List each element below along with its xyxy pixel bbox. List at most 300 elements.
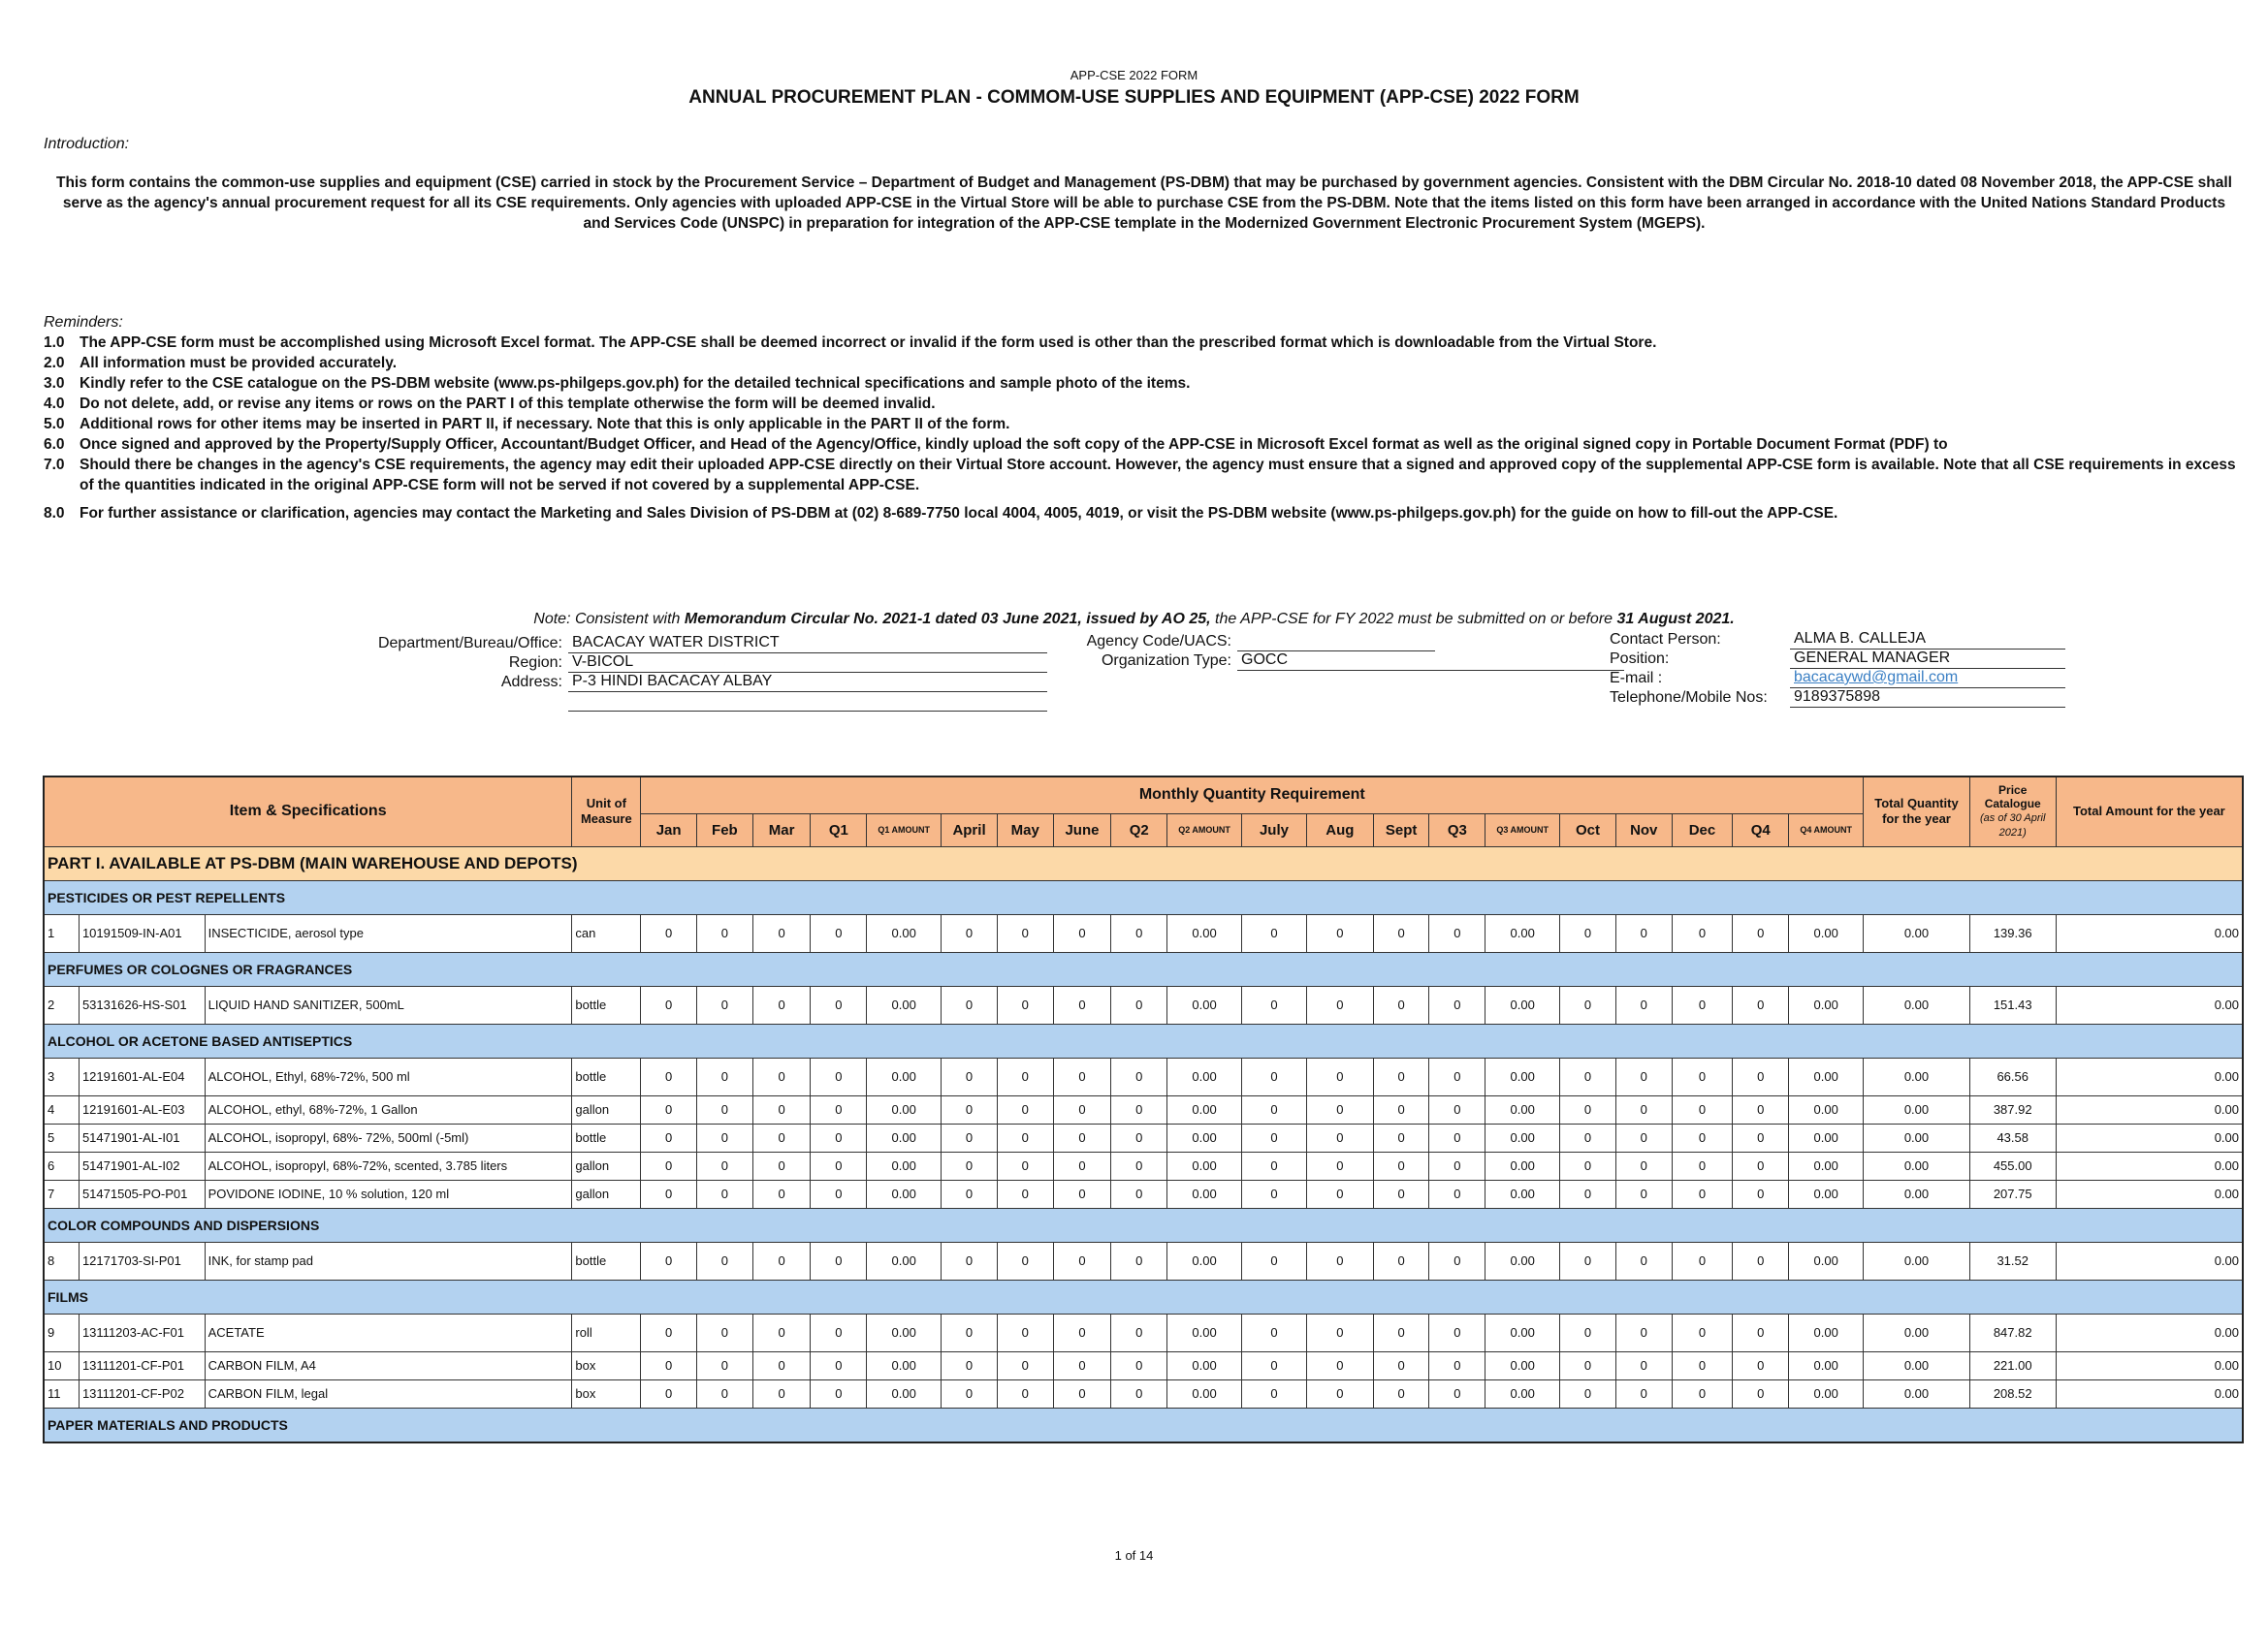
quantity-cell[interactable]: 0 bbox=[1672, 1379, 1733, 1408]
quantity-cell[interactable]: 0 bbox=[1111, 986, 1167, 1024]
quantity-cell[interactable]: 0 bbox=[811, 1180, 867, 1208]
quantity-cell[interactable]: 0 bbox=[942, 986, 998, 1024]
quarter-amount-cell[interactable]: 0.00 bbox=[867, 1124, 942, 1152]
quantity-cell[interactable]: 0 bbox=[1560, 986, 1616, 1024]
quantity-cell[interactable]: 0 bbox=[1373, 1242, 1429, 1280]
total-amount-cell: 0.00 bbox=[2056, 1242, 2243, 1280]
item-description: CARBON FILM, legal bbox=[205, 1379, 572, 1408]
quantity-cell[interactable]: 0 bbox=[997, 1058, 1053, 1095]
quarter-amount-cell[interactable]: 0.00 bbox=[1167, 1314, 1242, 1351]
item-code: 53131626-HS-S01 bbox=[79, 986, 205, 1024]
quantity-cell[interactable]: 0 bbox=[1733, 1152, 1789, 1180]
header-month: Q1 AMOUNT bbox=[867, 813, 942, 846]
phone-label: Telephone/Mobile Nos: bbox=[1610, 689, 1768, 706]
quantity-cell[interactable]: 0 bbox=[942, 1058, 998, 1095]
quantity-cell[interactable]: 0 bbox=[1306, 1379, 1373, 1408]
quantity-cell[interactable]: 0 bbox=[997, 986, 1053, 1024]
quarter-amount-cell[interactable]: 0.00 bbox=[1167, 1242, 1242, 1280]
email-label: E-mail : bbox=[1610, 670, 1663, 686]
quarter-amount-cell[interactable]: 0.00 bbox=[1167, 1058, 1242, 1095]
quantity-cell[interactable]: 0 bbox=[1306, 1124, 1373, 1152]
quantity-cell[interactable]: 0 bbox=[1733, 1379, 1789, 1408]
price-cell: 847.82 bbox=[1969, 1314, 2056, 1351]
quantity-cell[interactable]: 0 bbox=[1560, 1314, 1616, 1351]
quantity-cell[interactable]: 0 bbox=[1373, 1379, 1429, 1408]
item-description: ALCOHOL, isopropyl, 68%- 72%, 500ml (-5ml) bbox=[205, 1124, 572, 1152]
quantity-cell[interactable]: 0 bbox=[1111, 1058, 1167, 1095]
quantity-cell[interactable]: 0 bbox=[1429, 1351, 1485, 1379]
total-amount-cell: 0.00 bbox=[2056, 1152, 2243, 1180]
quantity-cell[interactable]: 0 bbox=[1672, 1124, 1733, 1152]
item-unit: bottle bbox=[572, 1124, 641, 1152]
header-month: Feb bbox=[697, 813, 753, 846]
quantity-cell[interactable]: 0 bbox=[1306, 1180, 1373, 1208]
quantity-cell[interactable]: 0 bbox=[1429, 1095, 1485, 1124]
header-month: Q3 AMOUNT bbox=[1485, 813, 1560, 846]
quarter-amount-cell[interactable]: 0.00 bbox=[1485, 914, 1560, 952]
procurement-table bbox=[43, 776, 2244, 1443]
quantity-cell[interactable]: 0 bbox=[1429, 1379, 1485, 1408]
quantity-cell[interactable]: 0 bbox=[1306, 1095, 1373, 1124]
quantity-cell[interactable]: 0 bbox=[1242, 1180, 1307, 1208]
quarter-amount-cell[interactable]: 0.00 bbox=[1167, 1180, 1242, 1208]
quantity-cell[interactable]: 0 bbox=[1053, 1314, 1111, 1351]
address-field[interactable]: P-3 HINDI BACACAY ALBAY bbox=[568, 672, 1047, 692]
header-month: Nov bbox=[1615, 813, 1672, 846]
quantity-cell[interactable]: 0 bbox=[1242, 1379, 1307, 1408]
org-type-label: Organization Type: bbox=[1101, 652, 1231, 669]
item-code: 12171703-SI-P01 bbox=[79, 1242, 205, 1280]
quarter-amount-cell[interactable]: 0.00 bbox=[1485, 1351, 1560, 1379]
quantity-cell[interactable]: 0 bbox=[641, 1152, 697, 1180]
quantity-cell[interactable]: 0 bbox=[752, 1152, 811, 1180]
quarter-amount-cell[interactable]: 0.00 bbox=[1789, 1124, 1864, 1152]
item-unit: gallon bbox=[572, 1095, 641, 1124]
quantity-cell[interactable]: 0 bbox=[1242, 986, 1307, 1024]
quantity-cell[interactable]: 0 bbox=[1560, 914, 1616, 952]
quantity-cell[interactable]: 0 bbox=[1733, 1095, 1789, 1124]
quarter-amount-cell[interactable]: 0.00 bbox=[1485, 1180, 1560, 1208]
reminder-text: Should there be changes in the agency's CSE requirements, the agency may edit their uploaded APP-CSE directly on their Virtual Store account. However, the agency must ensure that a signed and approved copy of the supplemental APP-CSE form is available. Note that all CSE requirements in excess of the quantities indicated in the original APP-CSE form will not be served if not covered by a supplemental APP-CSE. bbox=[80, 457, 2236, 493]
quantity-cell[interactable]: 0 bbox=[1733, 986, 1789, 1024]
quantity-cell[interactable]: 0 bbox=[1111, 914, 1167, 952]
contact-field[interactable]: ALMA B. CALLEJA bbox=[1790, 629, 2065, 650]
quantity-cell[interactable]: 0 bbox=[811, 1095, 867, 1124]
quantity-cell[interactable]: 0 bbox=[1242, 1242, 1307, 1280]
quantity-cell[interactable]: 0 bbox=[1429, 1314, 1485, 1351]
quarter-amount-cell[interactable]: 0.00 bbox=[1167, 1379, 1242, 1408]
quantity-cell[interactable]: 0 bbox=[942, 1095, 998, 1124]
quantity-cell[interactable]: 0 bbox=[1429, 1180, 1485, 1208]
quantity-cell[interactable]: 0 bbox=[1242, 1058, 1307, 1095]
quantity-cell[interactable]: 0 bbox=[997, 1242, 1053, 1280]
quantity-cell[interactable]: 0 bbox=[752, 1314, 811, 1351]
total-quantity-cell: 0.00 bbox=[1864, 1242, 1969, 1280]
email-link[interactable]: bacacaywd@gmail.com bbox=[1790, 668, 2065, 688]
item-description: LIQUID HAND SANITIZER, 500mL bbox=[205, 986, 572, 1024]
header-item-specs: Item & Specifications bbox=[44, 776, 572, 846]
quantity-cell[interactable]: 0 bbox=[1306, 1351, 1373, 1379]
table-row bbox=[44, 1379, 2243, 1408]
reminder-text: All information must be provided accurately. bbox=[80, 355, 397, 371]
quantity-cell[interactable]: 0 bbox=[1672, 1314, 1733, 1351]
quantity-cell[interactable]: 0 bbox=[811, 1351, 867, 1379]
quantity-cell[interactable]: 0 bbox=[1242, 1152, 1307, 1180]
quantity-cell[interactable]: 0 bbox=[1429, 986, 1485, 1024]
quantity-cell[interactable]: 0 bbox=[942, 914, 998, 952]
quantity-cell[interactable]: 0 bbox=[997, 1180, 1053, 1208]
quantity-cell[interactable]: 0 bbox=[697, 1124, 753, 1152]
quantity-cell[interactable]: 0 bbox=[1672, 1180, 1733, 1208]
quantity-cell[interactable]: 0 bbox=[1615, 1242, 1672, 1280]
quantity-cell[interactable]: 0 bbox=[811, 1314, 867, 1351]
quantity-cell[interactable]: 0 bbox=[1429, 1124, 1485, 1152]
quantity-cell[interactable]: 0 bbox=[1560, 1058, 1616, 1095]
quantity-cell[interactable]: 0 bbox=[1053, 1152, 1111, 1180]
quantity-cell[interactable]: 0 bbox=[1373, 1124, 1429, 1152]
quantity-cell[interactable]: 0 bbox=[1560, 1242, 1616, 1280]
quantity-cell[interactable]: 0 bbox=[942, 1314, 998, 1351]
item-description: INSECTICIDE, aerosol type bbox=[205, 914, 572, 952]
quarter-amount-cell[interactable]: 0.00 bbox=[1485, 1152, 1560, 1180]
quantity-cell[interactable]: 0 bbox=[697, 914, 753, 952]
quarter-amount-cell[interactable]: 0.00 bbox=[867, 1314, 942, 1351]
dept-label: Department/Bureau/Office: bbox=[377, 635, 562, 651]
quantity-cell[interactable]: 0 bbox=[1560, 1351, 1616, 1379]
quantity-cell[interactable]: 0 bbox=[1672, 986, 1733, 1024]
quantity-cell[interactable]: 0 bbox=[1373, 1180, 1429, 1208]
quantity-cell[interactable]: 0 bbox=[1733, 914, 1789, 952]
quantity-cell[interactable]: 0 bbox=[1053, 1058, 1111, 1095]
quantity-cell[interactable]: 0 bbox=[811, 1152, 867, 1180]
quarter-amount-cell[interactable]: 0.00 bbox=[867, 1095, 942, 1124]
quantity-cell[interactable]: 0 bbox=[811, 1058, 867, 1095]
quantity-cell[interactable]: 0 bbox=[811, 1379, 867, 1408]
quantity-cell[interactable]: 0 bbox=[641, 986, 697, 1024]
dept-field[interactable]: BACACAY WATER DISTRICT bbox=[568, 633, 1047, 653]
quantity-cell[interactable]: 0 bbox=[1111, 1095, 1167, 1124]
quantity-cell[interactable]: 0 bbox=[997, 1351, 1053, 1379]
total-amount-cell: 0.00 bbox=[2056, 986, 2243, 1024]
quantity-cell[interactable]: 0 bbox=[997, 1314, 1053, 1351]
quantity-cell[interactable]: 0 bbox=[752, 1351, 811, 1379]
quantity-cell[interactable]: 0 bbox=[641, 1242, 697, 1280]
quantity-cell[interactable]: 0 bbox=[997, 1152, 1053, 1180]
quarter-amount-cell[interactable]: 0.00 bbox=[867, 1058, 942, 1095]
region-label: Region: bbox=[508, 654, 562, 671]
quarter-amount-cell[interactable]: 0.00 bbox=[1789, 1314, 1864, 1351]
quarter-amount-cell[interactable]: 0.00 bbox=[1167, 1095, 1242, 1124]
quantity-cell[interactable]: 0 bbox=[752, 1180, 811, 1208]
quantity-cell[interactable]: 0 bbox=[1615, 1351, 1672, 1379]
quarter-amount-cell[interactable]: 0.00 bbox=[867, 1351, 942, 1379]
quantity-cell[interactable]: 0 bbox=[1111, 1314, 1167, 1351]
quantity-cell[interactable]: 0 bbox=[1615, 1152, 1672, 1180]
quantity-cell[interactable]: 0 bbox=[697, 1379, 753, 1408]
quantity-cell[interactable]: 0 bbox=[1560, 1379, 1616, 1408]
header-month: July bbox=[1242, 813, 1307, 846]
quantity-cell[interactable]: 0 bbox=[1733, 1124, 1789, 1152]
quarter-amount-cell[interactable]: 0.00 bbox=[1789, 986, 1864, 1024]
quantity-cell[interactable]: 0 bbox=[811, 914, 867, 952]
quantity-cell[interactable]: 0 bbox=[1615, 1379, 1672, 1408]
quantity-cell[interactable]: 0 bbox=[1615, 1180, 1672, 1208]
reminder-item bbox=[44, 503, 2245, 523]
category-row bbox=[44, 880, 2243, 914]
quarter-amount-cell[interactable]: 0.00 bbox=[867, 986, 942, 1024]
quantity-cell[interactable]: 0 bbox=[1306, 1152, 1373, 1180]
quarter-amount-cell[interactable]: 0.00 bbox=[1485, 1379, 1560, 1408]
quantity-cell[interactable]: 0 bbox=[697, 986, 753, 1024]
total-quantity-cell: 0.00 bbox=[1864, 1058, 1969, 1095]
quantity-cell[interactable]: 0 bbox=[942, 1180, 998, 1208]
quantity-cell[interactable]: 0 bbox=[1053, 1351, 1111, 1379]
reminder-item bbox=[44, 434, 2245, 455]
quantity-cell[interactable]: 0 bbox=[1242, 1351, 1307, 1379]
quantity-cell[interactable]: 0 bbox=[697, 1351, 753, 1379]
quarter-amount-cell[interactable]: 0.00 bbox=[1789, 1058, 1864, 1095]
quantity-cell[interactable]: 0 bbox=[997, 1095, 1053, 1124]
quantity-cell[interactable]: 0 bbox=[697, 1242, 753, 1280]
quantity-cell[interactable]: 0 bbox=[1615, 1058, 1672, 1095]
region-field[interactable]: V-BICOL bbox=[568, 652, 1047, 673]
quantity-cell[interactable]: 0 bbox=[641, 1379, 697, 1408]
page-title: ANNUAL PROCUREMENT PLAN - COMMOM-USE SUPPLIES AND EQUIPMENT (APP-CSE) 2022 FORM bbox=[688, 87, 1580, 108]
quarter-amount-cell[interactable]: 0.00 bbox=[867, 1379, 942, 1408]
quantity-cell[interactable]: 0 bbox=[1429, 1058, 1485, 1095]
quantity-cell[interactable]: 0 bbox=[1615, 986, 1672, 1024]
quantity-cell[interactable]: 0 bbox=[1053, 1180, 1111, 1208]
total-amount-cell: 0.00 bbox=[2056, 1058, 2243, 1095]
quantity-cell[interactable]: 0 bbox=[1373, 1314, 1429, 1351]
reminder-text: Do not delete, add, or revise any items or rows on the PART I of this template otherwise the form will be deemed invalid. bbox=[80, 396, 936, 412]
note-deadline: 31 August 2021. bbox=[1616, 611, 1735, 627]
quarter-amount-cell[interactable]: 0.00 bbox=[1789, 1351, 1864, 1379]
quantity-cell[interactable]: 0 bbox=[752, 1095, 811, 1124]
quantity-cell[interactable]: 0 bbox=[641, 1314, 697, 1351]
quantity-cell[interactable]: 0 bbox=[1672, 1058, 1733, 1095]
quantity-cell[interactable]: 0 bbox=[752, 1379, 811, 1408]
table-row bbox=[44, 1180, 2243, 1208]
quantity-cell[interactable]: 0 bbox=[1672, 1152, 1733, 1180]
item-code: 12191601-AL-E03 bbox=[79, 1095, 205, 1124]
header-month: Q4 AMOUNT bbox=[1789, 813, 1864, 846]
quantity-cell[interactable]: 0 bbox=[1373, 1095, 1429, 1124]
quantity-cell[interactable]: 0 bbox=[942, 1242, 998, 1280]
phone-field[interactable]: 9189375898 bbox=[1790, 687, 2065, 708]
quantity-cell[interactable]: 0 bbox=[1373, 986, 1429, 1024]
quantity-cell[interactable]: 0 bbox=[641, 1095, 697, 1124]
quantity-cell[interactable]: 0 bbox=[1053, 986, 1111, 1024]
quantity-cell[interactable]: 0 bbox=[641, 1351, 697, 1379]
quantity-cell[interactable]: 0 bbox=[811, 986, 867, 1024]
reminder-item bbox=[44, 353, 2245, 373]
quarter-amount-cell[interactable]: 0.00 bbox=[1789, 1180, 1864, 1208]
quantity-cell[interactable]: 0 bbox=[1560, 1152, 1616, 1180]
reminder-text: Additional rows for other items may be inserted in PART II, if necessary. Note that this is only applicable in the PART II of the form. bbox=[80, 416, 1010, 432]
quantity-cell[interactable]: 0 bbox=[697, 1095, 753, 1124]
table-row bbox=[44, 1152, 2243, 1180]
quantity-cell[interactable]: 0 bbox=[1429, 1242, 1485, 1280]
quantity-cell[interactable]: 0 bbox=[1306, 1242, 1373, 1280]
quantity-cell[interactable]: 0 bbox=[1429, 914, 1485, 952]
quantity-cell[interactable]: 0 bbox=[1560, 1180, 1616, 1208]
quantity-cell[interactable]: 0 bbox=[1615, 914, 1672, 952]
contact-label: Contact Person: bbox=[1610, 631, 1721, 648]
quantity-cell[interactable]: 0 bbox=[1733, 1351, 1789, 1379]
table-row bbox=[44, 1124, 2243, 1152]
quantity-cell[interactable]: 0 bbox=[752, 986, 811, 1024]
quantity-cell[interactable]: 0 bbox=[1373, 1058, 1429, 1095]
price-cell: 387.92 bbox=[1969, 1095, 2056, 1124]
quantity-cell[interactable]: 0 bbox=[1615, 1314, 1672, 1351]
item-number: 3 bbox=[44, 1058, 79, 1095]
quarter-amount-cell[interactable]: 0.00 bbox=[1167, 914, 1242, 952]
price-cell: 139.36 bbox=[1969, 914, 2056, 952]
category-heading: PERFUMES OR COLOGNES OR FRAGRANCES bbox=[44, 952, 2243, 986]
quarter-amount-cell[interactable]: 0.00 bbox=[1485, 1242, 1560, 1280]
header-month: Q4 bbox=[1733, 813, 1789, 846]
quantity-cell[interactable]: 0 bbox=[1053, 1242, 1111, 1280]
quantity-cell[interactable]: 0 bbox=[1672, 914, 1733, 952]
quantity-cell[interactable]: 0 bbox=[1560, 1095, 1616, 1124]
item-unit: box bbox=[572, 1379, 641, 1408]
quantity-cell[interactable]: 0 bbox=[1733, 1314, 1789, 1351]
reminder-text: The APP-CSE form must be accomplished using Microsoft Excel format. The APP-CSE shall be deemed incorrect or invalid if the form used is other than the prescribed format which is downloadable from the Virtual Store. bbox=[80, 334, 1657, 351]
quarter-amount-cell[interactable]: 0.00 bbox=[1789, 1152, 1864, 1180]
address-label: Address: bbox=[500, 674, 562, 690]
quantity-cell[interactable]: 0 bbox=[1242, 1124, 1307, 1152]
quarter-amount-cell[interactable]: 0.00 bbox=[1789, 1095, 1864, 1124]
part-heading: PART I. AVAILABLE AT PS-DBM (MAIN WAREHOUSE AND DEPOTS) bbox=[44, 846, 2243, 880]
quantity-cell[interactable]: 0 bbox=[1242, 1095, 1307, 1124]
item-code: 13111201-CF-P02 bbox=[79, 1379, 205, 1408]
quantity-cell[interactable]: 0 bbox=[1111, 1152, 1167, 1180]
reminder-text: Once signed and approved by the Property/Supply Officer, Accountant/Budget Officer, and Head of the Agency/Office, kindly upload the soft copy of the APP-CSE in Microsoft Excel format as well as the original signed copy in Portable Document Format (PDF) to bbox=[80, 436, 1948, 453]
quantity-cell[interactable]: 0 bbox=[1111, 1180, 1167, 1208]
quantity-cell[interactable]: 0 bbox=[1373, 1152, 1429, 1180]
quantity-cell[interactable]: 0 bbox=[942, 1152, 998, 1180]
quantity-cell[interactable]: 0 bbox=[1560, 1124, 1616, 1152]
quantity-cell[interactable]: 0 bbox=[1111, 1124, 1167, 1152]
quarter-amount-cell[interactable]: 0.00 bbox=[1485, 1124, 1560, 1152]
reminder-number: 3.0 bbox=[44, 375, 65, 392]
quantity-cell[interactable]: 0 bbox=[1615, 1095, 1672, 1124]
quantity-cell[interactable]: 0 bbox=[641, 1124, 697, 1152]
total-quantity-cell: 0.00 bbox=[1864, 1180, 1969, 1208]
quarter-amount-cell[interactable]: 0.00 bbox=[1485, 1095, 1560, 1124]
quarter-amount-cell[interactable]: 0.00 bbox=[1167, 1152, 1242, 1180]
quantity-cell[interactable]: 0 bbox=[997, 1379, 1053, 1408]
quantity-cell[interactable]: 0 bbox=[752, 1124, 811, 1152]
quantity-cell[interactable]: 0 bbox=[1672, 1242, 1733, 1280]
address-field-2[interactable] bbox=[568, 711, 1047, 712]
quantity-cell[interactable]: 0 bbox=[641, 1058, 697, 1095]
quantity-cell[interactable]: 0 bbox=[1733, 1242, 1789, 1280]
item-number: 5 bbox=[44, 1124, 79, 1152]
quantity-cell[interactable]: 0 bbox=[1111, 1379, 1167, 1408]
quantity-cell[interactable]: 0 bbox=[997, 1124, 1053, 1152]
table-row bbox=[44, 1242, 2243, 1280]
category-row bbox=[44, 952, 2243, 986]
quantity-cell[interactable]: 0 bbox=[811, 1124, 867, 1152]
org-type-field[interactable]: GOCC bbox=[1237, 650, 1624, 671]
quantity-cell[interactable]: 0 bbox=[1053, 1379, 1111, 1408]
quantity-cell[interactable]: 0 bbox=[1672, 1095, 1733, 1124]
quantity-cell[interactable]: 0 bbox=[1306, 1058, 1373, 1095]
quantity-cell[interactable]: 0 bbox=[811, 1242, 867, 1280]
header-month: Mar bbox=[752, 813, 811, 846]
quarter-amount-cell[interactable]: 0.00 bbox=[1789, 1379, 1864, 1408]
note-circular: Memorandum Circular No. 2021-1 dated 03 June 2021, issued by AO 25, bbox=[684, 611, 1211, 627]
quarter-amount-cell[interactable]: 0.00 bbox=[1789, 914, 1864, 952]
price-cell: 43.58 bbox=[1969, 1124, 2056, 1152]
quantity-cell[interactable]: 0 bbox=[1242, 1314, 1307, 1351]
quantity-cell[interactable]: 0 bbox=[1306, 986, 1373, 1024]
quarter-amount-cell[interactable]: 0.00 bbox=[1167, 986, 1242, 1024]
quantity-cell[interactable]: 0 bbox=[641, 1180, 697, 1208]
quantity-cell[interactable]: 0 bbox=[1053, 1124, 1111, 1152]
quantity-cell[interactable]: 0 bbox=[1672, 1351, 1733, 1379]
quantity-cell[interactable]: 0 bbox=[1111, 1242, 1167, 1280]
quarter-amount-cell[interactable]: 0.00 bbox=[867, 1180, 942, 1208]
position-field[interactable]: GENERAL MANAGER bbox=[1790, 649, 2065, 669]
quarter-amount-cell[interactable]: 0.00 bbox=[867, 1152, 942, 1180]
quarter-amount-cell[interactable]: 0.00 bbox=[867, 914, 942, 952]
quantity-cell[interactable]: 0 bbox=[752, 914, 811, 952]
quantity-cell[interactable]: 0 bbox=[1733, 1058, 1789, 1095]
item-number: 9 bbox=[44, 1314, 79, 1351]
quarter-amount-cell[interactable]: 0.00 bbox=[1485, 986, 1560, 1024]
intro-label: Introduction: bbox=[44, 136, 130, 152]
quantity-cell[interactable]: 0 bbox=[1242, 914, 1307, 952]
quantity-cell[interactable]: 0 bbox=[1733, 1180, 1789, 1208]
quarter-amount-cell[interactable]: 0.00 bbox=[1167, 1124, 1242, 1152]
quantity-cell[interactable]: 0 bbox=[1053, 914, 1111, 952]
quantity-cell[interactable]: 0 bbox=[752, 1242, 811, 1280]
header-month: Jan bbox=[641, 813, 697, 846]
quarter-amount-cell[interactable]: 0.00 bbox=[1789, 1242, 1864, 1280]
quantity-cell[interactable]: 0 bbox=[1373, 1351, 1429, 1379]
quarter-amount-cell[interactable]: 0.00 bbox=[867, 1242, 942, 1280]
quantity-cell[interactable]: 0 bbox=[1615, 1124, 1672, 1152]
category-row bbox=[44, 1208, 2243, 1242]
quantity-cell[interactable]: 0 bbox=[697, 1058, 753, 1095]
quarter-amount-cell[interactable]: 0.00 bbox=[1485, 1314, 1560, 1351]
intro-text: This form contains the common-use supplies and equipment (CSE) carried in stock by the Procurement Service – Department of Budget and Management (PS-DBM) that may be purchased by government agencies. Consistent with the DBM Circular No. 2018-10 dated 08 November 2018, the APP-CSE shall serve as the agency's annual procurement request for all its CSE requirements. Only agencies with uploaded APP-CSE in the Virtual Store will be able to purchase CSE from the PS-DBM. Note that the items listed on this form have been arranged in accordance with the United Nations Standard Products and Services Code (UNSPC) in preparation for integration of the APP-CSE template in the Modernized Government Electronic Procurement System (MGEPS). bbox=[56, 174, 2232, 232]
reminder-number: 2.0 bbox=[44, 355, 65, 371]
quantity-cell[interactable]: 0 bbox=[942, 1351, 998, 1379]
total-quantity-cell: 0.00 bbox=[1864, 1152, 1969, 1180]
quantity-cell[interactable]: 0 bbox=[942, 1124, 998, 1152]
quantity-cell[interactable]: 0 bbox=[641, 914, 697, 952]
quantity-cell[interactable]: 0 bbox=[997, 914, 1053, 952]
quantity-cell[interactable]: 0 bbox=[697, 1152, 753, 1180]
quantity-cell[interactable]: 0 bbox=[1373, 914, 1429, 952]
quantity-cell[interactable]: 0 bbox=[942, 1379, 998, 1408]
item-description: POVIDONE IODINE, 10 % solution, 120 ml bbox=[205, 1180, 572, 1208]
quantity-cell[interactable]: 0 bbox=[697, 1180, 753, 1208]
quantity-cell[interactable]: 0 bbox=[1111, 1351, 1167, 1379]
quantity-cell[interactable]: 0 bbox=[1429, 1152, 1485, 1180]
quantity-cell[interactable]: 0 bbox=[1053, 1095, 1111, 1124]
quantity-cell[interactable]: 0 bbox=[697, 1314, 753, 1351]
quantity-cell[interactable]: 0 bbox=[752, 1058, 811, 1095]
quarter-amount-cell[interactable]: 0.00 bbox=[1485, 1058, 1560, 1095]
quantity-cell[interactable]: 0 bbox=[1306, 914, 1373, 952]
quantity-cell[interactable]: 0 bbox=[1306, 1314, 1373, 1351]
quarter-amount-cell[interactable]: 0.00 bbox=[1167, 1351, 1242, 1379]
